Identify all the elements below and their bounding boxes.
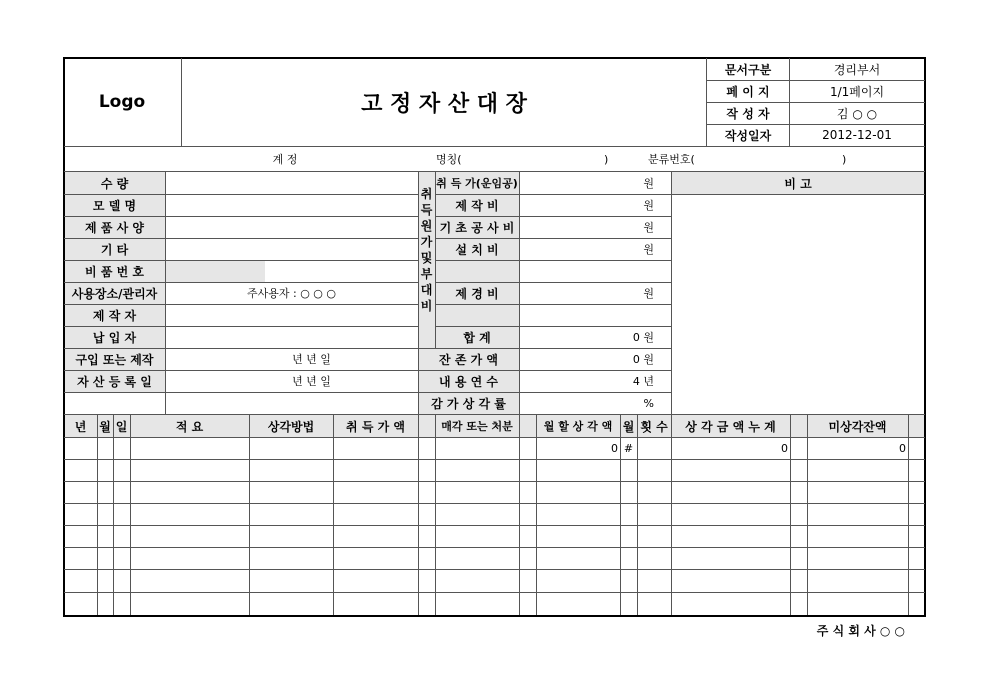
- info-label-location: 사용장소/관리자: [71, 286, 158, 301]
- meta-value-author: 김 ○ ○: [836, 106, 878, 121]
- ledger-cell-remain: 0: [899, 441, 906, 455]
- cost-value-residual: 0 원: [632, 353, 654, 366]
- info-label-model: 모 델 명: [92, 198, 137, 213]
- class-close: ): [842, 152, 847, 166]
- info-label-item-number: 비 품 번 호: [85, 264, 144, 279]
- cost-value-depreciation-rate: %: [643, 396, 654, 410]
- meta-value-doctype: 경리부서: [833, 62, 881, 77]
- remarks-area[interactable]: [671, 194, 925, 414]
- cost-label-useful-life: 내 용 연 수: [439, 374, 498, 389]
- cost-value-total: 0 원: [632, 331, 654, 344]
- info-label-purchase: 구입 또는 제작: [75, 352, 154, 367]
- name-label: 명칭(: [436, 153, 462, 166]
- info-label-registered: 자 산 등 록 일: [77, 374, 152, 389]
- ledger-cell-accum: 0: [781, 441, 788, 455]
- meta-label-page: 페 이 지: [726, 84, 770, 99]
- class-label: 분류번호(: [648, 153, 695, 166]
- ledger-header-month: 월: [99, 419, 111, 434]
- cost-label-residual: 잔 존 가 액: [439, 352, 498, 367]
- cost-label-acquisition: 취 득 가(운임공): [436, 177, 518, 190]
- account-label: 계 정: [272, 153, 298, 166]
- meta-value-date: 2012-12-01: [822, 128, 892, 142]
- info-label-spec: 제 품 사 양: [85, 220, 144, 235]
- ledger-header-method: 상각방법: [267, 419, 315, 434]
- info-value-registered-date[interactable]: 년 년 일: [292, 375, 331, 388]
- ledger-cell-monthly: 0: [611, 441, 618, 455]
- company-name: 주 식 회 사 ○ ○: [816, 623, 905, 638]
- ledger-header-year: 년: [74, 419, 87, 434]
- cost-label-expense: 제 경 비: [455, 286, 499, 301]
- item-number-shade: [165, 260, 265, 282]
- info-label-quantity: 수 량: [100, 176, 129, 191]
- ledger-header-remain: 미상각잔액: [828, 419, 887, 434]
- ledger-header-acquisition: 취 득 가 액: [346, 419, 405, 434]
- ledger-header-accum: 상 각 금 액 누 계: [685, 419, 776, 434]
- info-label-maker: 제 작 자: [92, 308, 137, 323]
- info-label-etc: 기 타: [100, 242, 129, 257]
- ledger-header-day: 일: [115, 419, 128, 434]
- logo: Logo: [98, 92, 146, 112]
- cost-value-expense[interactable]: 원: [643, 287, 654, 300]
- cost-label-total: 합 계: [463, 330, 491, 345]
- ledger-header-disposal: 매각 또는 처분: [441, 420, 513, 433]
- ledger-header-month2: 월: [622, 419, 635, 434]
- info-value-purchase-date[interactable]: 년 년 일: [292, 353, 331, 366]
- cost-label-install: 설 치 비: [455, 242, 499, 257]
- meta-value-page: 1/1페이지: [829, 84, 885, 99]
- ledger-header-count: 횟 수: [640, 419, 668, 434]
- cost-value-install[interactable]: 원: [643, 243, 654, 256]
- meta-label-author: 작 성 자: [726, 106, 770, 121]
- meta-label-date: 작성일자: [724, 128, 772, 143]
- cost-label-production: 제 작 비: [455, 198, 499, 213]
- cost-value-foundation[interactable]: 원: [643, 221, 654, 234]
- cost-vertical-label: 취 득 원 가 및 부 대 비: [420, 187, 433, 313]
- remarks-header: 비 고: [784, 176, 812, 191]
- cost-label-depreciation-rate: 감 가 상 각 률: [431, 396, 506, 411]
- page-title: 고 정 자 산 대 장: [361, 91, 527, 117]
- info-value-location[interactable]: 주사용자 : ○ ○ ○: [247, 287, 336, 300]
- name-close: ): [604, 152, 609, 166]
- info-label-supplier: 납 입 자: [92, 330, 137, 345]
- meta-label-doctype: 문서구분: [724, 62, 772, 77]
- cost-value-acquisition[interactable]: 원: [643, 177, 654, 190]
- ledger-header-summary: 적 요: [175, 419, 204, 434]
- ledger-header-monthly: 월 할 상 각 액: [543, 420, 613, 433]
- cost-value-production[interactable]: 원: [643, 199, 654, 212]
- cost-value-useful-life: 4 년: [632, 375, 654, 388]
- ledger-cell-month: #: [623, 441, 634, 455]
- cost-label-foundation: 기 초 공 사 비: [439, 220, 515, 235]
